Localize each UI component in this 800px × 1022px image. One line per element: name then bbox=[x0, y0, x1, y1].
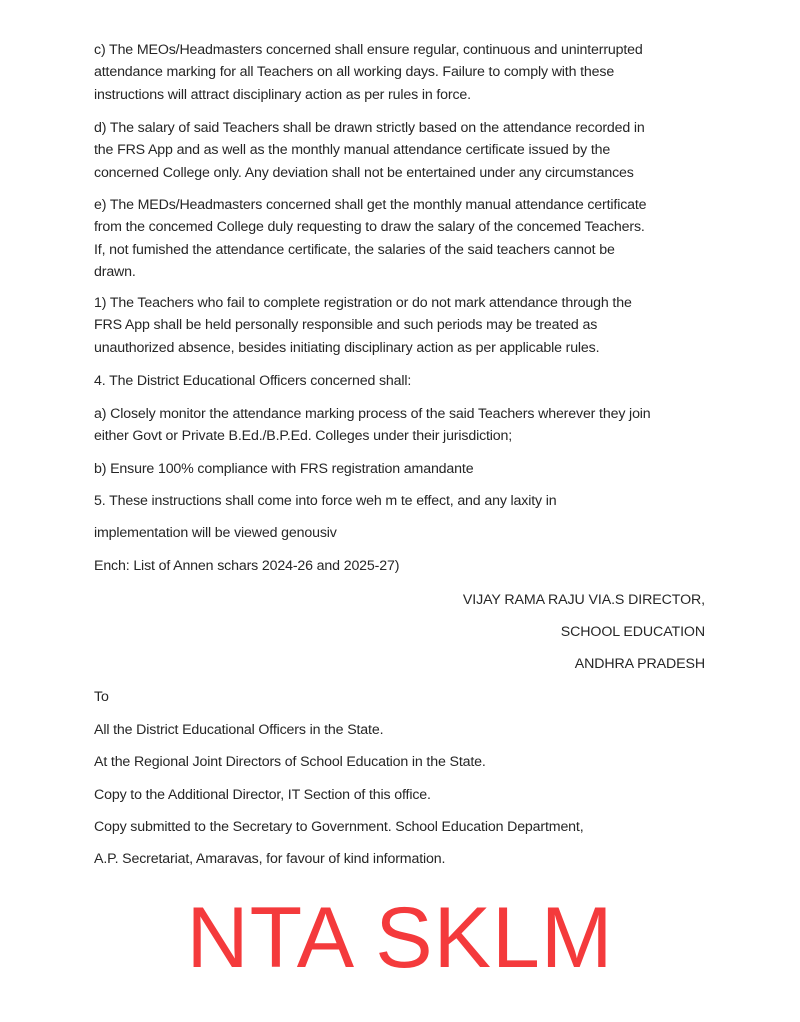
to-label bbox=[94, 686, 734, 708]
enclosure-text: Ench: List of Annen schars 2024-26 and 2025-27) bbox=[94, 558, 400, 574]
recipient-text: At the Regional Joint Directors of School Education in the State. bbox=[94, 754, 486, 770]
item-5-text-2: implementation will be viewed genousiv bbox=[94, 525, 337, 541]
item-4-text: 4. The District Educational Officers concerned shall: bbox=[94, 373, 412, 389]
paragraph-a bbox=[94, 403, 734, 448]
paragraph-f-line: unauthorized absence, besides initiating disciplinary action as per applicable rules. bbox=[94, 339, 600, 356]
signature-department: SCHOOL EDUCATION bbox=[560, 624, 705, 640]
paragraph-a-line: a) Closely monitor the attendance marking process of the said Teachers wherever they join bbox=[94, 406, 651, 422]
paragraph-d-line: the FRS App and as well as the monthly manual attendance certificate issued by the bbox=[94, 142, 611, 159]
paragraph-d-line: d) The salary of said Teachers shall be drawn strictly based on the attendance recorded in bbox=[94, 120, 645, 136]
paragraph-f-line: FRS App shall be held personally responsible and such periods may be treated as bbox=[94, 317, 598, 334]
recipient-text: A.P. Secretariat, Amaravas, for favour of kind information. bbox=[94, 851, 446, 867]
item-5-text-1: 5. These instructions shall come into force weh m te effect, and any laxity in bbox=[94, 493, 557, 509]
recipient-line bbox=[94, 784, 734, 806]
item-5-line-1 bbox=[94, 490, 734, 512]
recipient-text: All the District Educational Officers in the State. bbox=[94, 722, 384, 738]
paragraph-b bbox=[94, 458, 734, 480]
recipient-line bbox=[94, 751, 734, 773]
paragraph-e-line: If, not fumished the attendance certificate, the salaries of the said teachers cannot be bbox=[94, 241, 615, 258]
paragraph-e-line: e) The MEDs/Headmasters concerned shall get the monthly manual attendance certificate bbox=[94, 197, 647, 213]
recipient-line bbox=[94, 848, 734, 870]
recipient-text: Copy submitted to the Secretary to Government. School Education Department, bbox=[94, 819, 584, 835]
paragraph-c-line: attendance marking for all Teachers on all working days. Failure to comply with these bbox=[94, 64, 615, 81]
paragraph-f bbox=[94, 292, 734, 359]
paragraph-d bbox=[94, 117, 734, 184]
signature-state: ANDHRA PRADESH bbox=[574, 656, 705, 672]
paragraph-e-line: drawn. bbox=[94, 263, 136, 280]
paragraph-c-line: c) The MEOs/Headmasters concerned shall ensure regular, continuous and uninterrupted bbox=[94, 42, 643, 58]
item-5-line-2 bbox=[94, 522, 734, 544]
paragraph-e-line: from the concemed College duly requesting to draw the salary of the concemed Teachers. bbox=[94, 219, 645, 236]
enclosure-line bbox=[94, 555, 734, 577]
paragraph-b-text: b) Ensure 100% compliance with FRS registration amandante bbox=[94, 461, 474, 477]
recipient-line bbox=[94, 719, 734, 741]
paragraph-c bbox=[94, 39, 734, 106]
paragraph-e bbox=[94, 194, 734, 283]
recipient-text: Copy to the Additional Director, IT Section of this office. bbox=[94, 787, 431, 803]
to-label-text: To bbox=[94, 689, 109, 705]
paragraph-f-line: 1) The Teachers who fail to complete registration or do not mark attendance through the bbox=[94, 295, 632, 311]
watermark-text: NTA SKLM bbox=[186, 890, 614, 986]
paragraph-a-line: either Govt or Private B.Ed./B.P.Ed. Colleges under their jurisdiction; bbox=[94, 428, 513, 445]
item-4-heading bbox=[94, 370, 734, 392]
recipient-line bbox=[94, 816, 734, 838]
paragraph-d-line: concerned College only. Any deviation shall not be entertained under any circumstances bbox=[94, 164, 634, 181]
paragraph-c-line: instructions will attract disciplinary action as per rules in force. bbox=[94, 86, 471, 103]
signature-name: VIJAY RAMA RAJU VIA.S DIRECTOR, bbox=[462, 592, 705, 608]
